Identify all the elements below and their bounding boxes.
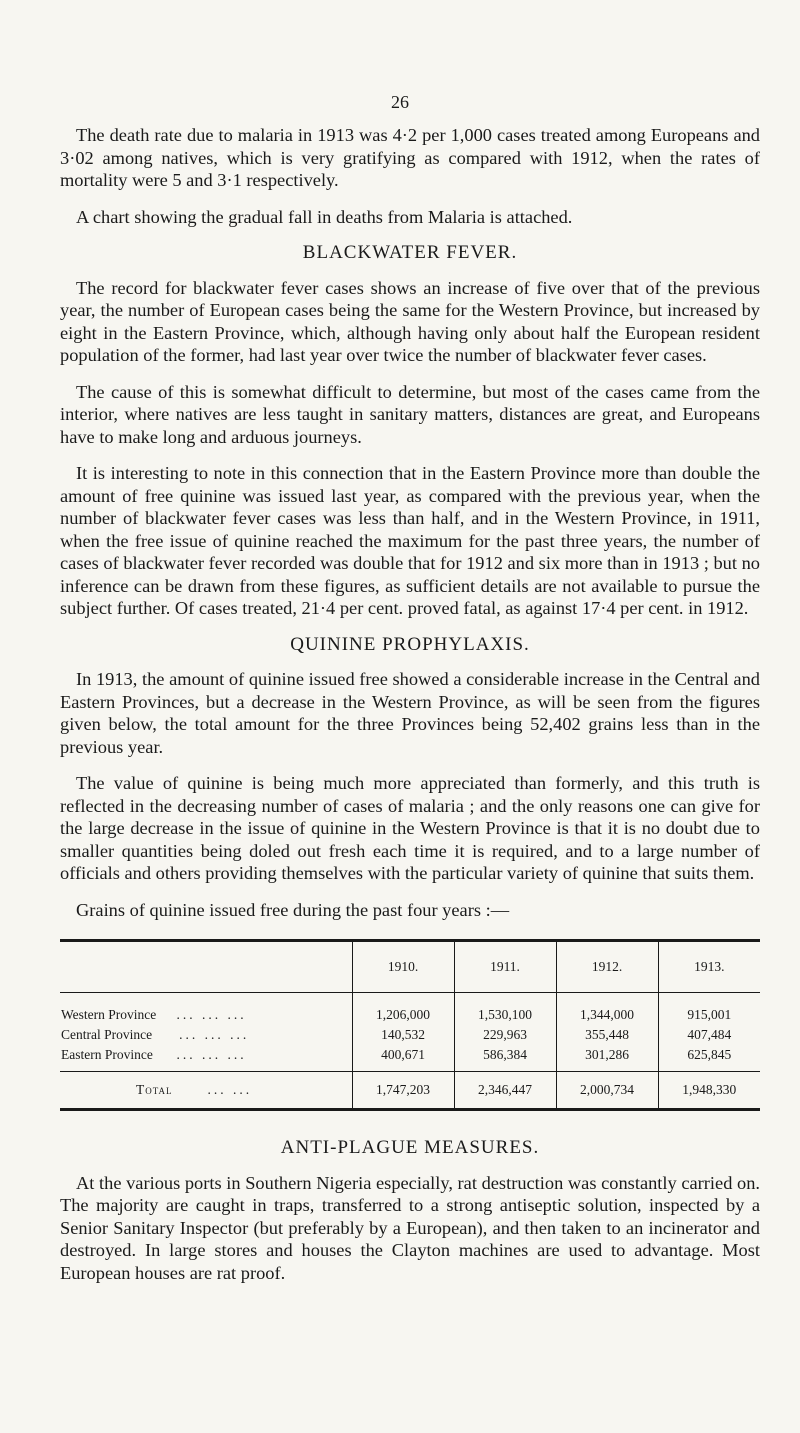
document-body (60, 124, 760, 1284)
heading-anti-plague: ANTI-PLAGUE MEASURES. (280, 1137, 540, 1158)
table-header-year: 1911. (454, 941, 556, 993)
table-total-cell: 1,747,203 (352, 1072, 454, 1110)
leader-dots: ... ... ... (176, 1047, 247, 1062)
table-header-year: 1913. (658, 941, 760, 993)
table-cell: 400,671 (352, 1045, 454, 1072)
paragraph-blackwater-2: The cause of this is somewhat difficult to determine, but most of the cases came from the interior, where natives are less taught in sanitary matters, distances are great, and Europeans have to make long and arduous journeys. (60, 381, 760, 447)
row-label: Western Province (61, 1007, 157, 1022)
table-header-year: 1912. (556, 941, 658, 993)
table-row (60, 993, 760, 1026)
table-total-cell: 2,346,447 (454, 1072, 556, 1110)
paragraph-plague-1: At the various ports in Southern Nigeria especially, rat destruction was constantly carried on. The majority are caught in traps, transferred to a strong antiseptic solution, inspected by a Senior Sanitary Inspector (but preferably by a European), and then taken to an incinerator and destroyed. In large stores and houses the Clayton machines are used to advantage. Most European houses are rat proof. (60, 1172, 760, 1283)
table-header-blank (60, 941, 352, 993)
table-row (60, 1045, 760, 1072)
heading-quinine-prophylaxis: QUININE PROPHYLAXIS. (290, 633, 530, 655)
table-cell: 915,001 (658, 993, 760, 1026)
row-label-cell (60, 993, 352, 1026)
table-cell: 229,963 (454, 1025, 556, 1045)
table-total-cell: 1,948,330 (658, 1072, 760, 1110)
paragraph-quinine-2: The value of quinine is being much more appreciated than formerly, and this truth is reflected in the decreasing number of cases of malaria ; and the only reasons one can give for the large decrease in the issue of quinine in the Western Province is that it is no doubt due to smaller quantities being doled out fresh each time it is required, and to a large number of officials and others providing themselves with the particular variety of quinine that suits them. (60, 773, 760, 883)
table-total-row (60, 1072, 760, 1110)
table-cell: 1,206,000 (352, 993, 454, 1026)
quinine-table (60, 939, 760, 1111)
paragraph-malaria-death-rate: The death rate due to malaria in 1913 was 4·2 per 1,000 cases treated among Europeans and 3·02 among natives, which is very gratifying as compared with 1912, when the rates of mortality were 5 and 3·1 respectively. (60, 125, 760, 190)
page-number: 26 (391, 92, 409, 112)
table-row (60, 1025, 760, 1045)
row-label-cell (60, 1045, 352, 1072)
table-cell: 1,530,100 (454, 993, 556, 1026)
table-cell: 1,344,000 (556, 993, 658, 1026)
paragraph-blackwater-1: The record for blackwater fever cases shows an increase of five over that of the previous year, the number of European cases being the same for the Western Province, but increased by eight in the Eastern Province, which, although having only about half the European resident population of the former, had last year over twice the number of blackwater fever cases. (60, 277, 760, 365)
leader-dots: ... ... ... (179, 1027, 250, 1042)
total-label-cell (60, 1072, 352, 1110)
paragraph-blackwater-3: It is interesting to note in this connection that in the Eastern Province more than double the amount of free quinine was issued last year, as compared with the previous year, when the number of blackwater fever cases was less than half, and in the Western Province, in 1911, when the free issue of quinine reached the maximum for the past three years, the number of cases of blackwater fever recorded was double that for 1912 and six more than in 1913 ; but no inference can be drawn from these figures, as sufficient details are not available to pursue the subject further. Of cases treated, 21·4 per cent. proved fatal, as against 17·4 per cent. in 1912. (60, 463, 760, 618)
heading-blackwater-fever: BLACKWATER FEVER. (302, 242, 518, 263)
paragraph-quinine-1: In 1913, the amount of quinine issued free showed a considerable increase in the Central and Eastern Provinces, but a decrease in the Western Province, as will be seen from the figures given below, the total amount for the three Provinces being 52,402 grains less than in the previous year. (60, 669, 760, 757)
table-cell: 355,448 (556, 1025, 658, 1045)
table-cell: 586,384 (454, 1045, 556, 1072)
table-cell: 625,845 (658, 1045, 760, 1072)
table-header-row (60, 941, 760, 993)
leader-dots: ... ... ... (176, 1007, 247, 1022)
paragraph-quinine-3: Grains of quinine issued free during the past four years :— (76, 899, 510, 920)
leader-dots: ... ... (207, 1082, 253, 1097)
table-cell: 140,532 (352, 1025, 454, 1045)
paragraph-malaria-chart: A chart showing the gradual fall in deaths from Malaria is attached. (76, 206, 573, 227)
row-label: Eastern Province (61, 1047, 153, 1062)
table-header-year: 1910. (352, 941, 454, 993)
table-total-cell: 2,000,734 (556, 1072, 658, 1110)
table-cell: 301,286 (556, 1045, 658, 1072)
table-cell: 407,484 (658, 1025, 760, 1045)
row-label-cell (60, 1025, 352, 1045)
row-label: Central Province (61, 1027, 153, 1042)
total-label: Total (136, 1082, 173, 1097)
